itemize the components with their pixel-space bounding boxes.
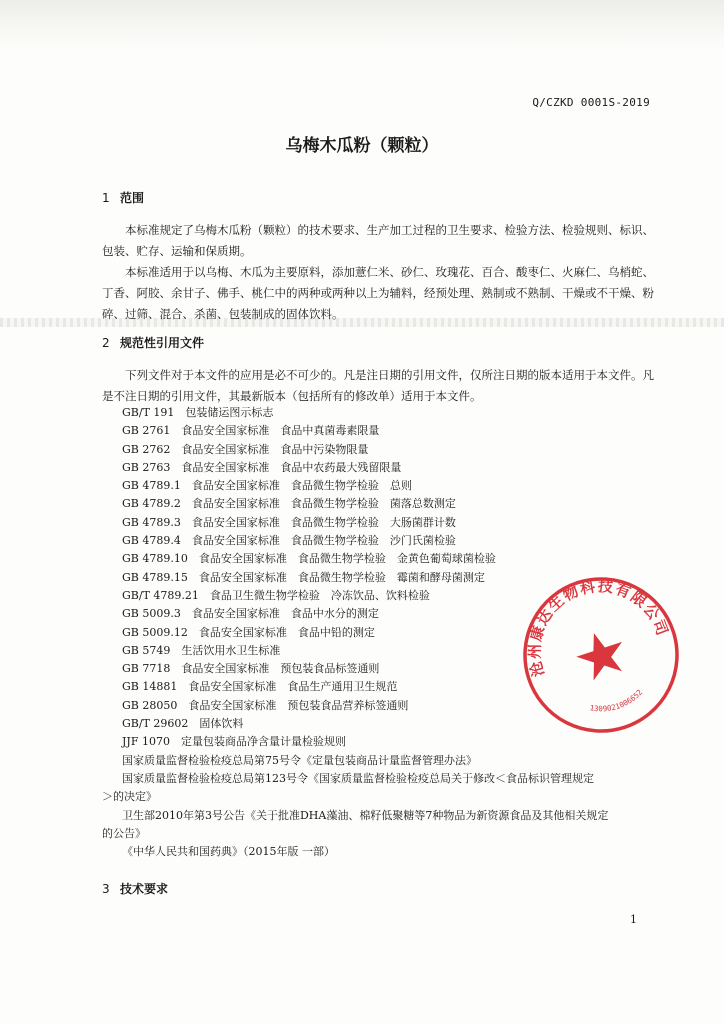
- reference-item: GB 4789.3 食品安全国家标准 食品微生物学检验 大肠菌群计数: [122, 515, 456, 529]
- reference-item: 国家质量监督检验检疫总局第75号令《定量包装商品计量监督管理办法》: [122, 753, 477, 767]
- reference-item: GB 2761 食品安全国家标准 食品中真菌毒素限量: [122, 424, 380, 438]
- reference-line-continued: ＞的决定》: [102, 790, 157, 804]
- reference-item: GB 7718 食品安全国家标准 预包装食品标签通则: [122, 662, 380, 676]
- section-1-heading: [102, 189, 144, 206]
- seal-company-name: 沧州康达生物科技有限公司: [525, 576, 672, 679]
- reference-item: GB 4789.2 食品安全国家标准 食品微生物学检验 菌落总数测定: [122, 497, 456, 511]
- seal-group: [516, 570, 686, 740]
- reference-line-continued: 的公告》: [102, 826, 146, 840]
- section-1-title: 范围: [120, 191, 145, 205]
- scan-shadow-top: [0, 0, 724, 50]
- company-seal: [516, 570, 686, 740]
- section-2-number: 2: [102, 336, 110, 350]
- section-2-intro: 下列文件对于本文件的应用是必不可少的。凡是注日期的引用文件，仅所注日期的版本适用于本文件。凡是不注日期的引用文件，其最新版本（包括所有的修改单）适用于本文件。: [102, 368, 654, 403]
- section-1-paragraph-1: 本标准规定了乌梅木瓜粉（颗粒）的技术要求、生产加工过程的卫生要求、检验方法、检验规则、标识、包装、贮存、运输和保质期。: [102, 223, 654, 258]
- section-3-number: 3: [102, 882, 110, 896]
- page-number: 1: [630, 913, 637, 926]
- reference-item: GB 4789.15 食品安全国家标准 食品微生物学检验 霉菌和酵母菌测定: [122, 570, 485, 584]
- reference-item: GB 5009.3 食品安全国家标准 食品中水分的测定: [122, 607, 379, 621]
- section-3-heading: [102, 880, 168, 897]
- reference-item: GB 4789.4 食品安全国家标准 食品微生物学检验 沙门氏菌检验: [122, 534, 456, 548]
- reference-line: 卫生部2010年第3号公告《关于批准DHA藻油、棉籽低聚糖等7种物品为新资源食品及其他相关规定: [122, 808, 609, 822]
- reference-item: GB 28050 食品安全国家标准 预包装食品营养标签通则: [122, 698, 409, 712]
- reference-item: GB 14881 食品安全国家标准 食品生产通用卫生规范: [122, 680, 398, 694]
- reference-item: GB 2762 食品安全国家标准 食品中污染物限量: [122, 442, 369, 456]
- reference-item: GB 4789.10 食品安全国家标准 食品微生物学检验 金黄色葡萄球菌检验: [122, 552, 496, 566]
- reference-item: GB/T 191 包装储运图示标志: [122, 406, 274, 419]
- standard-code: Q/CZKD 0001S-2019: [532, 96, 650, 109]
- section-2-title: 规范性引用文件: [120, 336, 205, 350]
- reference-item: GB/T 4789.21 食品卫生微生物学检验 冷冻饮品、饮料检验: [122, 588, 430, 602]
- reference-line: 国家质量监督检验检疫总局第123号令《国家质量监督检验检疫总局关于修改＜食品标识管理规定: [122, 771, 594, 785]
- reference-item: GB/T 29602 固体饮料: [122, 717, 244, 731]
- section-1-number: 1: [102, 191, 110, 205]
- reference-item: GB 2763 食品安全国家标准 食品中农药最大残留限量: [122, 460, 402, 474]
- section-1-paragraph-2: 本标准适用于以乌梅、木瓜为主要原料，添加薏仁米、砂仁、玫瑰花、百合、酸枣仁、火麻仁、乌梢蛇、丁香、阿胶、余甘子、佛手、桃仁中的两种或两种以上为辅料，经预处理、熟制或不熟制、干燥或不干燥、粉碎、过筛、混合、杀菌、包装制成的固体饮料。: [102, 265, 654, 321]
- section-3-title: 技术要求: [120, 882, 169, 896]
- reference-item: JJF 1070 定量包装商品净含量计量检验规则: [122, 735, 346, 749]
- seal-serial-number: 1309021006652: [588, 687, 645, 714]
- reference-item-wrapped: [102, 807, 662, 844]
- document-title: 乌梅木瓜粉（颗粒）: [285, 136, 439, 156]
- reference-item: 《中华人民共和国药典》（2015年版 一部）: [122, 845, 335, 859]
- section-2-heading: [102, 334, 204, 351]
- reference-item-wrapped: [102, 770, 662, 807]
- seal-star-icon: [571, 626, 631, 684]
- reference-item: GB 4789.1 食品安全国家标准 食品微生物学检验 总则: [122, 479, 412, 493]
- reference-item: GB 5009.12 食品安全国家标准 食品中铅的测定: [122, 625, 375, 639]
- reference-item: GB 5749 生活饮用水卫生标准: [122, 643, 281, 657]
